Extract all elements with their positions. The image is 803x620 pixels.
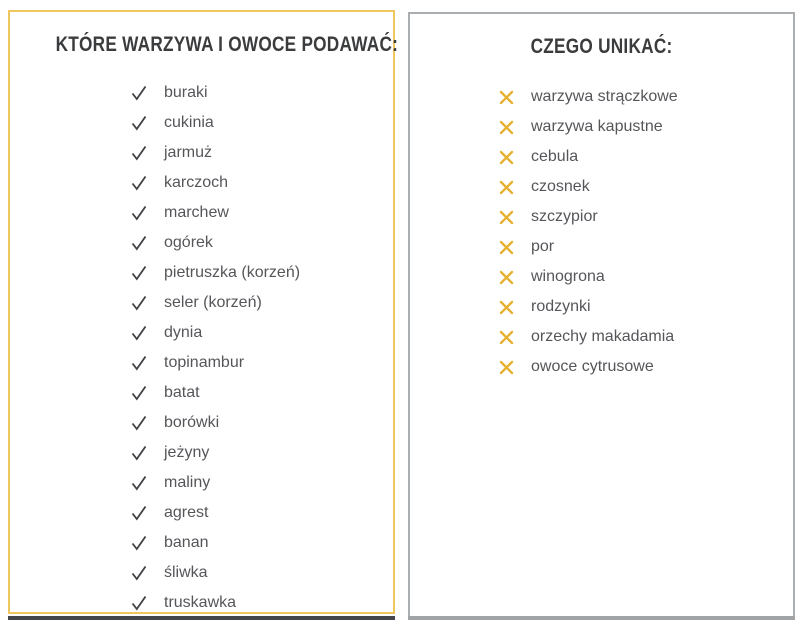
list-item-label: jarmuż <box>164 144 213 161</box>
list-item-label: szczypior <box>531 208 598 225</box>
list-item <box>10 438 393 468</box>
list-item-label: ogórek <box>164 234 213 251</box>
list-item-label: seler (korzeń) <box>164 294 262 311</box>
check-icon <box>130 354 148 372</box>
list-item <box>10 468 393 498</box>
allowed-list <box>10 78 393 618</box>
check-icon <box>130 204 148 222</box>
check-icon <box>130 504 148 522</box>
list-item-label: orzechy makadamia <box>531 328 675 345</box>
check-icon <box>130 534 148 552</box>
list-item <box>410 202 793 232</box>
list-item <box>410 352 793 382</box>
cross-icon <box>497 358 515 376</box>
cross-icon <box>497 118 515 136</box>
list-item-label: marchew <box>164 204 229 221</box>
avoid-panel-title <box>418 36 785 58</box>
list-item-label: jeżyny <box>164 444 210 461</box>
list-item-label: borówki <box>164 414 220 431</box>
avoid-list <box>410 82 793 382</box>
list-item-label: topinambur <box>164 354 245 371</box>
avoid-panel <box>408 12 795 620</box>
allowed-panel-title-text: KTÓRE WARZYWA I OWOCE PODAWAĆ: <box>55 33 399 56</box>
list-item <box>10 168 393 198</box>
cross-icon <box>497 298 515 316</box>
list-item <box>10 528 393 558</box>
check-icon <box>130 594 148 612</box>
check-icon <box>130 444 148 462</box>
check-icon <box>130 144 148 162</box>
check-icon <box>130 294 148 312</box>
list-item <box>10 198 393 228</box>
cross-icon <box>497 178 515 196</box>
list-item-label: agrest <box>164 504 209 521</box>
check-icon <box>130 324 148 342</box>
list-item-label: owoce cytrusowe <box>531 358 654 375</box>
list-item-label: winogrona <box>531 268 605 285</box>
check-icon <box>130 264 148 282</box>
list-item <box>10 228 393 258</box>
list-item <box>10 378 393 408</box>
list-item-label: czosnek <box>531 178 590 195</box>
list-item <box>410 232 793 262</box>
check-icon <box>130 84 148 102</box>
list-item <box>10 318 393 348</box>
list-item <box>410 82 793 112</box>
list-item <box>10 558 393 588</box>
list-item <box>410 262 793 292</box>
list-item-label: pietruszka (korzeń) <box>164 264 301 281</box>
list-item-label: cukinia <box>164 114 214 131</box>
check-icon <box>130 234 148 252</box>
cross-icon <box>497 88 515 106</box>
cross-icon <box>497 238 515 256</box>
list-item <box>10 78 393 108</box>
list-item <box>410 142 793 172</box>
list-item-label: por <box>531 238 555 255</box>
avoid-panel-title-text: CZEGO UNIKAĆ: <box>530 35 673 58</box>
list-item-label: warzywa strączkowe <box>531 88 678 105</box>
list-item <box>10 108 393 138</box>
list-item-label: karczoch <box>164 174 229 191</box>
cross-icon <box>497 328 515 346</box>
cross-icon <box>497 148 515 166</box>
list-item-label: truskawka <box>164 594 237 611</box>
list-item <box>10 258 393 288</box>
list-item-label: warzywa kapustne <box>531 118 663 135</box>
list-item <box>10 408 393 438</box>
list-item <box>410 112 793 142</box>
cross-icon <box>497 268 515 286</box>
check-icon <box>130 174 148 192</box>
cross-icon <box>497 208 515 226</box>
allowed-panel-title <box>18 33 399 56</box>
list-item <box>410 322 793 352</box>
list-item <box>410 172 793 202</box>
check-icon <box>130 474 148 492</box>
check-icon <box>130 384 148 402</box>
check-icon <box>130 414 148 432</box>
allowed-panel <box>8 10 399 614</box>
list-item <box>410 292 793 322</box>
list-item-label: maliny <box>164 474 211 491</box>
list-item <box>10 348 393 378</box>
list-item-label: banan <box>164 534 209 551</box>
list-item-label: cebula <box>531 148 579 165</box>
list-item <box>10 288 393 318</box>
bottom-edge-gray-bar <box>408 616 795 620</box>
list-item-label: batat <box>164 384 200 401</box>
check-icon <box>130 564 148 582</box>
list-item <box>10 498 393 528</box>
check-icon <box>130 114 148 132</box>
list-item <box>10 138 393 168</box>
list-item-label: śliwka <box>164 564 208 581</box>
bottom-edge-dark-bar <box>8 616 395 620</box>
list-item-label: rodzynki <box>531 298 591 315</box>
list-item-label: buraki <box>164 84 208 101</box>
list-item-label: dynia <box>164 324 203 341</box>
list-item <box>10 588 393 618</box>
